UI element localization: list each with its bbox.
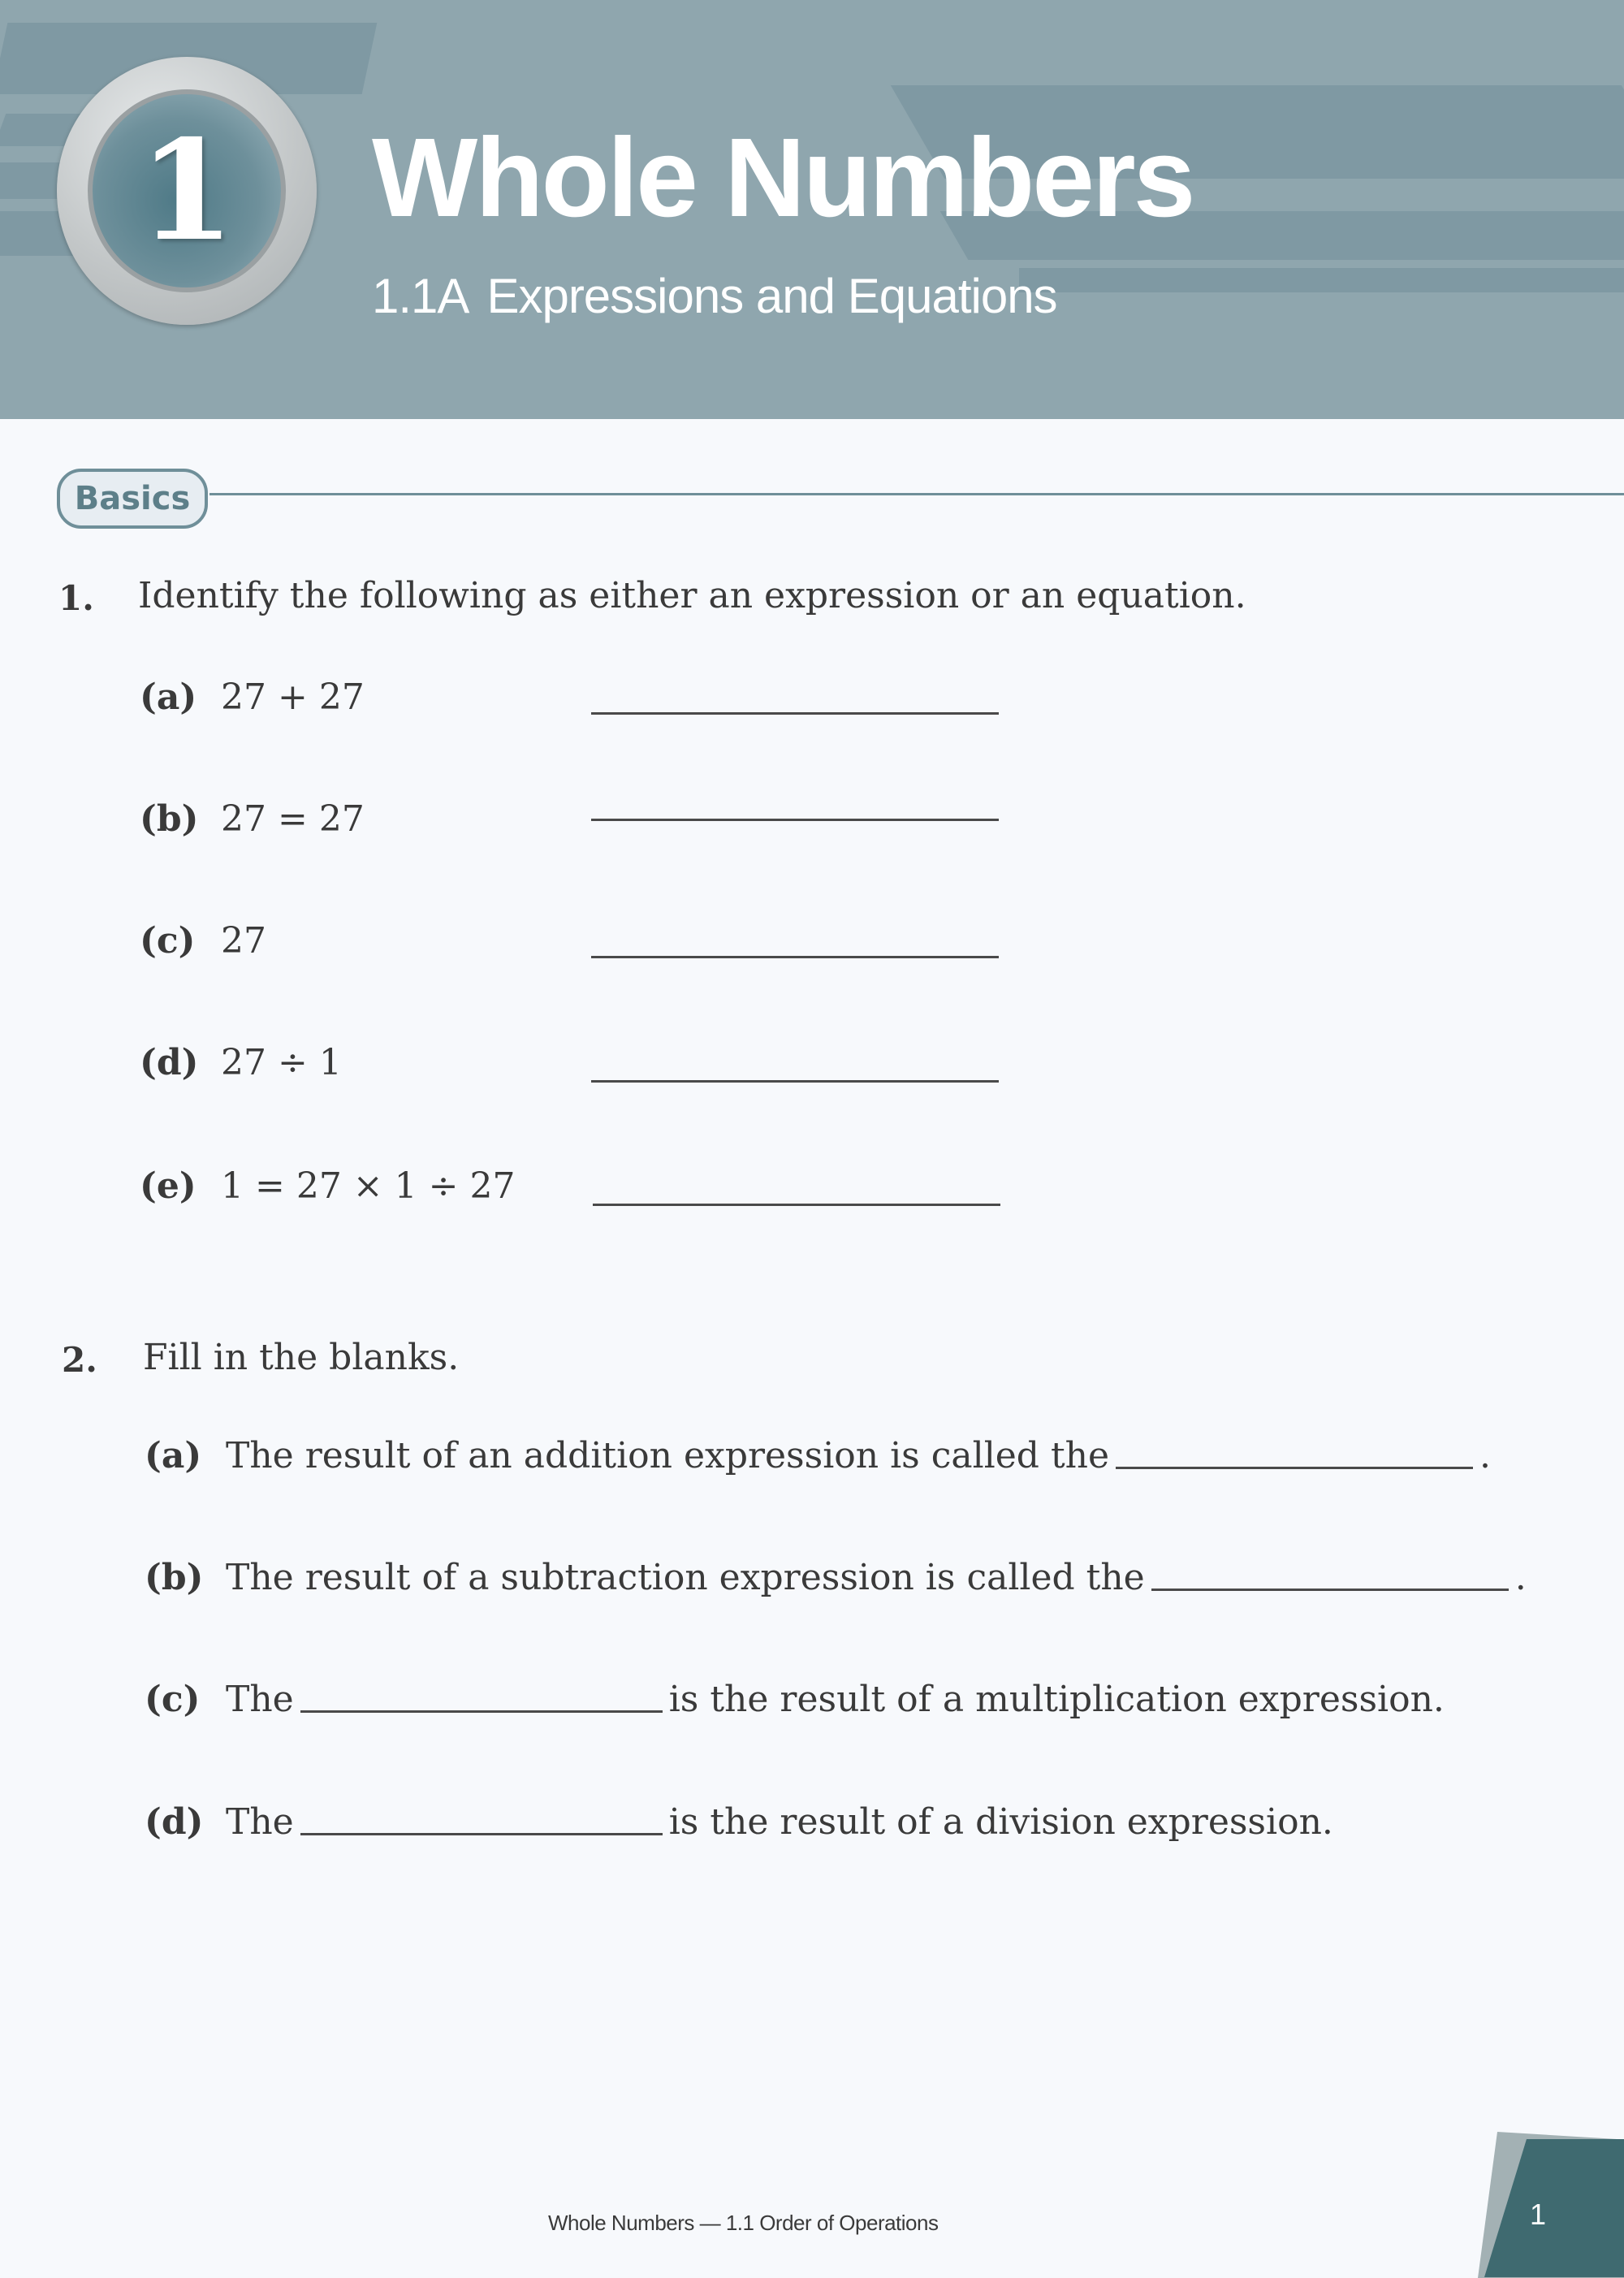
section-number: 1.1A xyxy=(372,269,469,323)
part-text-before: The xyxy=(226,1679,294,1720)
part-label: (a) xyxy=(145,1435,202,1476)
running-footer: Whole Numbers — 1.1 Order of Operations xyxy=(548,2211,939,2235)
basics-badge xyxy=(57,469,208,529)
part-label: (d) xyxy=(145,1801,204,1843)
question-1-part-d xyxy=(140,1042,342,1083)
answer-blank-1c[interactable] xyxy=(591,956,999,958)
answer-blank-1d[interactable] xyxy=(591,1080,999,1083)
answer-blank-2b[interactable] xyxy=(1151,1589,1509,1591)
part-text-before: The xyxy=(226,1801,294,1843)
part-label: (e) xyxy=(140,1165,197,1207)
question-1-number: 1. xyxy=(58,578,94,618)
part-text-before: The result of an addition expression is called the xyxy=(226,1435,1110,1476)
chapter-title: Whole Numbers xyxy=(372,115,1194,240)
decorative-stripe xyxy=(1019,268,1624,292)
part-text: 27 = 27 xyxy=(221,798,365,840)
part-text: 27 xyxy=(221,920,266,962)
answer-blank-1e[interactable] xyxy=(593,1204,1000,1206)
part-text: 27 ÷ 1 xyxy=(221,1042,342,1083)
part-text-before: The result of a subtraction expression is called the xyxy=(226,1557,1145,1598)
section-divider xyxy=(209,493,1624,495)
part-label: (a) xyxy=(140,676,197,718)
part-text-after: . xyxy=(1479,1435,1492,1476)
question-2-number: 2. xyxy=(62,1340,97,1380)
chapter-number: 1 xyxy=(138,110,235,272)
decorative-stripe xyxy=(1129,146,1624,179)
part-text: 1 = 27 × 1 ÷ 27 xyxy=(221,1165,516,1207)
answer-blank-1b[interactable] xyxy=(591,819,999,821)
question-2-part-b xyxy=(145,1557,1527,1598)
part-text-after: is the result of a division expression. xyxy=(668,1801,1333,1843)
part-text: 27 + 27 xyxy=(221,676,365,718)
page-number: 1 xyxy=(1530,2198,1547,2231)
part-label: (b) xyxy=(145,1557,204,1598)
question-2-part-a xyxy=(145,1435,1491,1476)
chapter-number-badge-inner xyxy=(88,89,286,292)
answer-blank-2c[interactable] xyxy=(300,1710,663,1713)
question-2-part-c xyxy=(145,1679,1445,1720)
question-1-prompt: Identify the following as either an expression or an equation. xyxy=(138,575,1246,616)
basics-label: Basics xyxy=(74,480,191,517)
section-title xyxy=(372,269,1057,323)
question-2-prompt: Fill in the blanks. xyxy=(143,1337,460,1378)
answer-blank-1a[interactable] xyxy=(591,712,999,715)
part-label: (c) xyxy=(145,1679,201,1720)
question-2-part-d xyxy=(145,1801,1333,1843)
part-label: (c) xyxy=(140,920,196,962)
answer-blank-2a[interactable] xyxy=(1116,1467,1473,1469)
chapter-number-badge xyxy=(57,57,317,325)
question-1-part-a xyxy=(140,676,365,718)
question-1-part-b xyxy=(140,798,365,840)
part-label: (b) xyxy=(140,798,199,840)
part-label: (d) xyxy=(140,1042,199,1083)
part-text-after: . xyxy=(1514,1557,1527,1598)
question-1-part-e xyxy=(140,1165,515,1207)
answer-blank-2d[interactable] xyxy=(300,1833,663,1835)
chapter-header xyxy=(0,0,1624,419)
section-name: Expressions and Equations xyxy=(486,269,1057,323)
part-text-after: is the result of a multiplication expression. xyxy=(668,1679,1445,1720)
question-1-part-c xyxy=(140,920,266,962)
